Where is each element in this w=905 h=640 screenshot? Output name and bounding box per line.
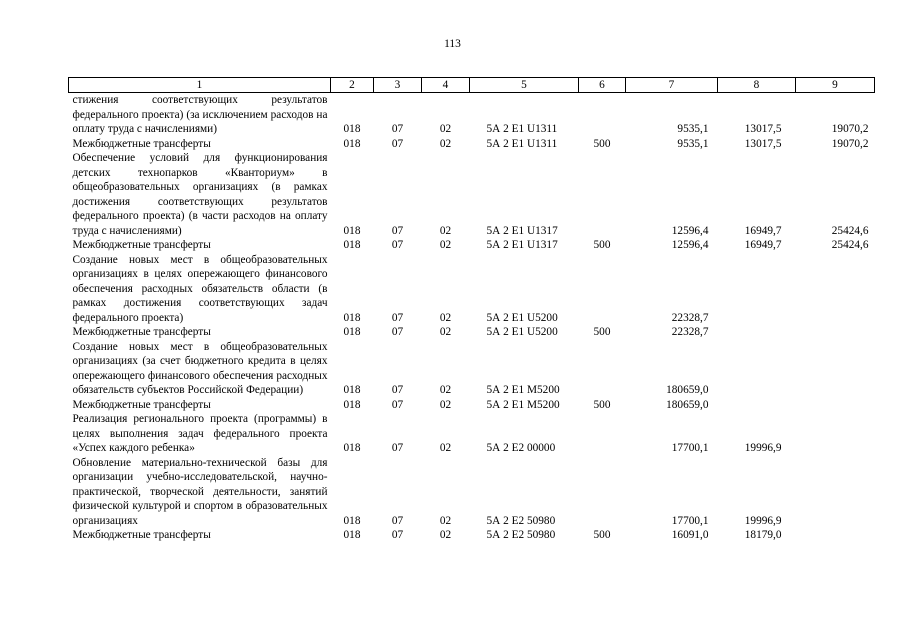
- cell-amount-year1: 9535,1: [677, 123, 709, 135]
- cell-amount-year2: 16949,7: [744, 224, 782, 237]
- table-row: [69, 456, 875, 529]
- cell-target-item: 5А 2 Е2 50980: [486, 529, 556, 541]
- header-cell: 5: [470, 78, 579, 93]
- cell-amount-year1: 12596,4: [671, 239, 709, 251]
- item-name-text: Создание новых мест в общеобразовательных организациях в целях опережающего финансового обеспечения расходных обязательств области (в рамках достижения соответствующих задач федерального проекта): [72, 253, 328, 324]
- cell-amount-year1: 12596,4: [671, 224, 709, 237]
- table-row: [69, 137, 875, 152]
- cell-section: 07: [391, 326, 404, 338]
- cell-amount-year2: 19996,9: [744, 442, 782, 454]
- cell-subsection: 02: [439, 311, 452, 324]
- item-name: [69, 340, 331, 398]
- item-name-text: Межбюджетные трансферты: [72, 137, 211, 150]
- cell-target-item: 5А 2 Е1 U1317: [486, 239, 558, 251]
- cell-target-item: 5А 2 Е1 U1311: [486, 137, 558, 150]
- cell-code-admin: 018: [343, 514, 361, 527]
- item-name: [69, 325, 331, 340]
- cell-amount-year1: 22328,7: [671, 311, 709, 324]
- cell-expense-type: 500: [593, 239, 611, 251]
- cell-code-admin: 018: [343, 239, 361, 251]
- cell-section: 07: [391, 224, 404, 237]
- cell-expense-type: [579, 253, 626, 326]
- cell-section: 07: [391, 514, 404, 527]
- cell-target-item: 5А 2 Е1 U1311: [486, 123, 558, 135]
- item-name-text: Межбюджетные трансферты: [72, 398, 211, 411]
- cell-amount-year2: 18179,0: [744, 529, 782, 541]
- cell-code-admin: 018: [343, 326, 361, 338]
- cell-expense-type: [579, 151, 626, 238]
- cell-target-item: 5А 2 Е1 U5200: [486, 326, 558, 338]
- cell-amount-year1: 9535,1: [677, 137, 709, 150]
- cell-code-admin: 018: [343, 311, 361, 324]
- cell-code-admin: 018: [343, 384, 361, 396]
- item-name-text: Межбюджетные трансферты: [72, 239, 211, 251]
- cell-amount-year1: 180659,0: [666, 384, 709, 396]
- cell-amount-year3: 25424,6: [831, 224, 869, 237]
- cell-amount-year3: 19070,2: [831, 137, 869, 150]
- item-name: [69, 137, 331, 152]
- cell-amount-year2: [718, 340, 796, 398]
- cell-expense-type: [579, 456, 626, 529]
- cell-subsection: 02: [439, 239, 452, 251]
- cell-code-admin: 018: [343, 123, 361, 135]
- table-row: [69, 528, 875, 543]
- cell-section: 07: [391, 123, 404, 135]
- cell-subsection: 02: [439, 123, 452, 135]
- item-name: [69, 398, 331, 413]
- cell-subsection: 02: [439, 398, 452, 411]
- cell-amount-year3: [796, 412, 875, 456]
- cell-target-item: 5А 2 Е1 М5200: [486, 384, 560, 396]
- cell-amount-year3: [796, 253, 875, 326]
- cell-section: 07: [391, 137, 404, 150]
- header-cell: 9: [796, 78, 875, 93]
- cell-expense-type: [579, 412, 626, 456]
- cell-section: 07: [391, 529, 404, 541]
- cell-section: 07: [391, 239, 404, 251]
- header-cell: 8: [718, 78, 796, 93]
- header-cell: 2: [331, 78, 374, 93]
- table-row: [69, 238, 875, 253]
- cell-expense-type: [579, 340, 626, 398]
- item-name-text: Реализация регионального проекта (программы) в целях выполнения задач федерального проекта «Успех каждого ребенка»: [72, 413, 328, 454]
- cell-expense-type: 500: [593, 529, 611, 541]
- cell-expense-type: 500: [593, 326, 611, 338]
- header-cell: 7: [626, 78, 718, 93]
- page-number: 113: [444, 38, 461, 50]
- item-name-text: стижения соответствующих результатов федерального проекта) (за исключением расходов на оплату труда с начислениями): [72, 94, 328, 135]
- cell-code-admin: 018: [343, 529, 361, 541]
- budget-table: [68, 77, 875, 543]
- table-row: [69, 325, 875, 340]
- cell-amount-year2: 13017,5: [744, 137, 782, 150]
- item-name-text: Обеспечение условий для функционирования детских технопарков «Кванториум» в общеобразовательных организациях (в рамках достижения соответствующих результатов федерального проекта) (в части расходов на оплату труда с начислениями): [72, 152, 328, 237]
- cell-subsection: 02: [439, 514, 452, 527]
- item-name: [69, 528, 331, 543]
- item-name: [69, 151, 331, 238]
- cell-code-admin: 018: [343, 442, 361, 454]
- cell-target-item: 5А 2 Е2 50980: [486, 514, 556, 527]
- cell-target-item: 5А 2 Е1 U1317: [486, 224, 558, 237]
- header-cell: 4: [422, 78, 470, 93]
- item-name-text: Создание новых мест в общеобразовательных организациях (за счет бюджетного кредита в целях опережающего финансового обеспечения расходных обязательств субъектов Российской Федерации): [72, 340, 328, 396]
- cell-subsection: 02: [439, 137, 452, 150]
- cell-amount-year3: 25424,6: [831, 239, 869, 251]
- cell-amount-year3: [796, 398, 875, 413]
- cell-code-admin: 018: [343, 224, 361, 237]
- cell-expense-type: 500: [593, 137, 611, 150]
- cell-subsection: 02: [439, 326, 452, 338]
- table-row: [69, 93, 875, 137]
- cell-section: 07: [391, 311, 404, 324]
- table-row: [69, 253, 875, 326]
- cell-section: 07: [391, 384, 404, 396]
- item-name-text: Межбюджетные трансферты: [72, 326, 211, 338]
- cell-expense-type: [579, 93, 626, 137]
- cell-amount-year3: 19070,2: [831, 123, 869, 135]
- item-name: [69, 412, 331, 456]
- cell-amount-year3: [796, 456, 875, 529]
- cell-subsection: 02: [439, 442, 452, 454]
- header-cell: 3: [374, 78, 422, 93]
- cell-code-admin: 018: [343, 137, 361, 150]
- header-cell: 6: [579, 78, 626, 93]
- table-row: [69, 412, 875, 456]
- table-row: [69, 151, 875, 238]
- cell-amount-year1: 180659,0: [666, 398, 709, 411]
- cell-amount-year3: [796, 325, 875, 340]
- item-name: [69, 238, 331, 253]
- cell-amount-year1: 17700,1: [671, 514, 709, 527]
- table-row: [69, 398, 875, 413]
- cell-subsection: 02: [439, 529, 452, 541]
- header-cell: 1: [69, 78, 331, 93]
- item-name: [69, 456, 331, 529]
- cell-amount-year2: 16949,7: [744, 239, 782, 251]
- table-body: [69, 93, 875, 543]
- item-name-text: Обновление материально-технической базы для организации учебно-исследовательской, научно-практической, творческой деятельности, занятий физической культурой и спортом в образовательных организациях: [72, 456, 328, 527]
- cell-section: 07: [391, 398, 404, 411]
- cell-subsection: 02: [439, 224, 452, 237]
- table-row: [69, 340, 875, 398]
- cell-amount-year2: [718, 253, 796, 326]
- item-name-text: Межбюджетные трансферты: [72, 529, 211, 541]
- cell-section: 07: [391, 442, 404, 454]
- cell-amount-year1: 16091,0: [671, 529, 709, 541]
- cell-amount-year3: [796, 340, 875, 398]
- cell-amount-year2: [718, 398, 796, 413]
- header-row: [69, 78, 875, 93]
- cell-amount-year2: 19996,9: [744, 514, 782, 527]
- item-name: [69, 253, 331, 326]
- cell-target-item: 5А 2 Е2 00000: [486, 442, 556, 454]
- cell-amount-year2: 13017,5: [744, 123, 782, 135]
- cell-code-admin: 018: [343, 398, 361, 411]
- cell-amount-year2: [718, 325, 796, 340]
- cell-amount-year1: 22328,7: [671, 326, 709, 338]
- cell-target-item: 5А 2 Е1 U5200: [486, 311, 558, 324]
- cell-amount-year1: 17700,1: [671, 442, 709, 454]
- cell-subsection: 02: [439, 384, 452, 396]
- cell-expense-type: 500: [593, 398, 611, 411]
- cell-amount-year3: [796, 528, 875, 543]
- item-name: [69, 93, 331, 137]
- cell-target-item: 5А 2 Е1 М5200: [486, 398, 560, 411]
